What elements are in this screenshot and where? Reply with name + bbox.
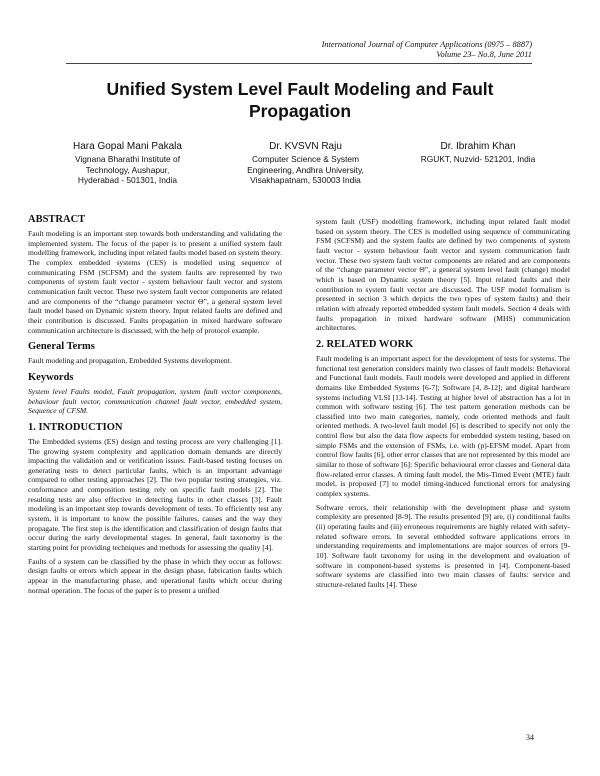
introduction-heading: 1. INTRODUCTION [28, 421, 123, 433]
related-work-heading: 2. RELATED WORK [316, 338, 414, 350]
intro-paragraph-1: The Embedded systems (ES) design and testing process are very challenging [1]. The growing system complexity and application domain demands are directly impacting the validation and or verification issues. Fault-based testing focuses on generating tests to detect particular faults, which is an important advantage compared to other testing approaches [2]. The two popular testing strategies, viz. conformance and composition testing rely on specific fault models [2]. The resulting tests are also effective in detecting faults in other classes [3]. Fault modeling is an important step towards development of tests. To efficiently test any system, it is important to know the possible failures, causes and the way they propagate. The first step is the identification and classification of design faults that occur during the early developmental stages. In general, fault taxonomy is the starting point for providing techniques and methods for assessing the quality [4]. [28, 436, 282, 553]
author-affiliation: Hyderabad - 501301, India [77, 175, 178, 185]
general-terms-heading: General Terms [28, 341, 95, 353]
author-1 [40, 140, 215, 186]
abstract-text: Fault modeling is an important step towards both understanding and validating the implemented system. The focus of the paper is to present a unified system fault modelling framework, including input related faults model based on system theory. The complex embedded systems (CES) is modelled using sequence of communicating FSM (SCFSM) and the system faults are represented by two components of system fault vector - system behaviour fault vector and system communication fault vector. These two system fault vector components are related and are components of the “change parameter vector Θ”, a general system level fault model based on Dynamic system theory. Input related faults are defined and their contribution is discussed. Faults propagation in mixed hardware software communication architecture is discussed, with the help of protocol example. [28, 229, 282, 335]
author-name: Dr. Ibrahim Khan [440, 141, 516, 152]
right-column [316, 217, 570, 594]
intro-paragraph-2: Faults of a system can be classified by the phase in which they occur as follows: design faults or errors which appear in the design phase, fabrication faults which appear in the manufacturing phase, and operational faults which occur during normal operation. The focus of the paper is to present a unified [28, 556, 282, 595]
page-number: 34 [526, 733, 534, 742]
general-terms-text: Fault modeling and propagation, Embedded Systems development. [28, 356, 232, 366]
journal-name: International Journal of Computer Applications (0975 – 8887) [321, 40, 532, 49]
keywords-heading: Keywords [28, 371, 74, 383]
author-affiliation: Computer Science & System [251, 154, 360, 164]
journal-volume: Volume 23– No.8, June 2011 [436, 50, 532, 59]
author-affiliation: Engineering, Andhra University, [247, 164, 364, 175]
author-2 [218, 140, 393, 186]
left-column [28, 214, 282, 599]
author-name: Dr. KVSVN Raju [269, 141, 342, 152]
header-rule [66, 63, 532, 64]
abstract-heading: ABSTRACT [28, 214, 86, 225]
author-affiliation: Visakhapatnam, 530003 India [250, 175, 361, 185]
author-name: Hara Gopal Mani Pakala [73, 141, 182, 152]
paper-title: Unified System Level Fault Modeling and Fault Propagation [106, 79, 494, 121]
related-paragraph-2: Software errors, their relationship with the development phase and system complexity are presented [8-9]. The results presented [9] are, (i) conditional faults (ii) operating faults and (iii) erroneous requirements are highly related with safety-related software errors. In several embedded software applications errors in understanding requirements and implementations are major sources of errors [9-10]. Software fault taxonomy for using in the development and evaluation of software in component-based systems is presented in [4]. Component-based software systems are classified into two main classes of faults: service and structure-related faults [4]. These [316, 502, 570, 589]
keywords-text: System level Faults model, Fault propagation, system fault vector components, behaviour fault vector, communication channel fault vector, embedded system, Sequence of CFSM. [28, 386, 282, 416]
author-affiliation: Vignana Bharathi Institute of [74, 154, 181, 164]
journal-header [322, 40, 532, 60]
intro-paragraph-3: system fault (USF) modelling framework, including input related fault model based on system theory. The CES is modelled using sequence of communicating FSM (SCFSM) and the system faults are defined by two components of system fault vector - system behaviour fault vector and system communication fault vector. These two system fault vector components are related and are components of the “change parameter vector Θ”, a general system level fault (change) model which is based on Dynamic system theory [5]. Input related faults and their contribution to system fault vector are discussed. The USF model formalism is presented in section 3 which depicts the two types of system faults) and their relation with already reported embedded system fault models. Section 4 deals with faults propagation in mixed hardware software (MHS) communication architectures. [316, 217, 570, 333]
related-paragraph-1: Fault modeling is an important aspect for the development of tests for systems. The functional test generation considers mainly two classes of fault models: Behavioral and Functional fault models. Fault models were developed and applied in different domains like Embedded Systems [6-7]; Software [4, 8-12]; and digital hardware systems including VLSI [13-14]. Testing at higher level of abstraction has a lot in common with software testing [6]. The test pattern generation methods can be classified into two main categories, namely, code oriented methods and fault oriented methods. A two-level fault model [6] is described to specify not only the control flow but also the data flow aspects for embedded system testing, based on simple FSMs and the extension of FSMs, i.e. with (p)-EFSM model. Apart from control flow faults [6], other error classes that are not represented by this model are similar to those of software [6]: Specific behavioural error classes and General data flow-related error classes. A timing fault model, the Mis-Timed Event (MTE) fault model, is proposed [7] to model timing-induced functional errors for analysing complex systems. [316, 353, 570, 499]
author-affiliation: Technology, Aushapur, [85, 164, 170, 175]
author-affiliation: RGUKT, Nuzvid- 521201, India [420, 154, 536, 164]
author-3 [396, 140, 560, 165]
